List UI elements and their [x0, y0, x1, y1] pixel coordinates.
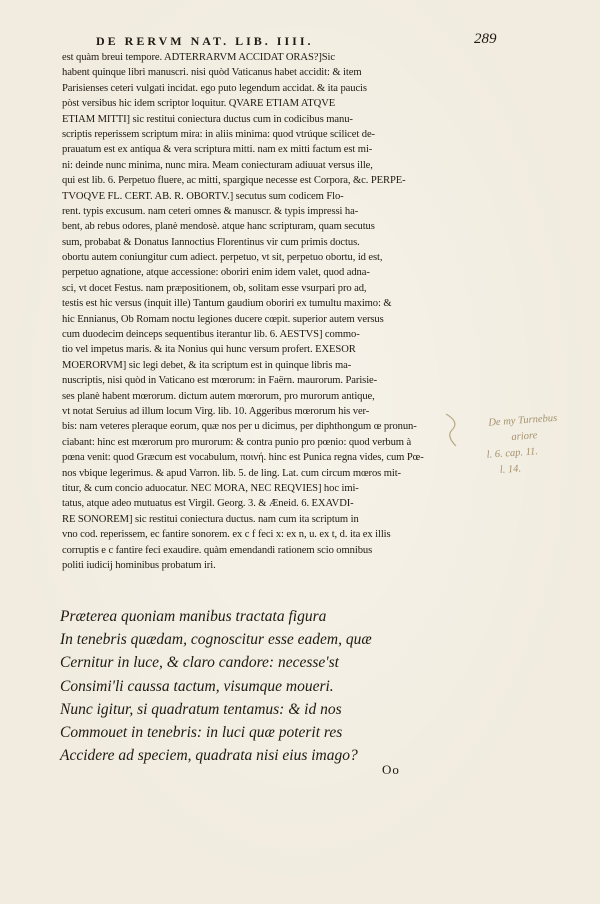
annotation-line: ariore: [511, 430, 538, 444]
verse-line: Cernitur in luce, & claro candore: necesse'st: [60, 654, 339, 672]
text-line: habent quinque libri manuscri. nisi quòd Vaticanus habet accidit: & item: [62, 67, 362, 79]
annotation-line: l. 14.: [499, 463, 522, 476]
text-line: MOERORVM] sic legi debet, & ita scriptum est in quinque libris ma-: [62, 359, 352, 371]
running-head: DE RERVM NAT. LIB. IIII.: [96, 34, 314, 48]
text-line: ses planè habent mœrorum. dictum autem mœrorum, pro murorum antique,: [62, 390, 375, 402]
text-line: qui est lib. 6. Perpetuo fluere, ac mitti, spargique necesse est Corpora, &c. PERPE-: [62, 175, 406, 187]
text-line: tio vel impetus maris. & ita Nonius qui hunc versum profert. EXESOR: [62, 344, 356, 356]
handwritten-margin-note: [454, 408, 598, 482]
verse-line: Nunc igitur, si quadratum tentamus: & id nos: [60, 700, 342, 718]
text-line: testis est hic versus (inquit ille) Tantum gaudium oboriri ex tumultu maximo: &: [62, 298, 392, 310]
text-line: pòst versibus hic idem scriptor loquitur. QVARE ETIAM ATQVE: [62, 98, 336, 110]
text-line: titur, & cum concio aduocatur. NEC MORA, NEC REQVIES] hoc imi-: [62, 482, 359, 494]
text-line: bent, ab rebus odores, planè mendosè. atque hanc scripturam, quam secutus: [62, 221, 375, 233]
text-line: sci, vt docet Festus. nam præpositionem, ob, solitam esse vsurpari pro ad,: [62, 282, 367, 294]
text-line: ETIAM MITTI] sic restitui coniectura ductus cum in codicibus manu-: [62, 113, 353, 125]
verse-line: Accidere ad speciem, quadrata nisi eius imago?: [60, 747, 358, 765]
text-line: nos vbique legerimus. & apud Varron. lib. 5. de ling. Lat. cum circum mœros mit-: [62, 467, 401, 479]
text-line: vt notat Seruius ad illum locum Virg. lib. 10. Aggeribus mœrorum his ver-: [62, 405, 370, 417]
text-line: scriptis reperissem scriptum mira: in aliis minima: quod vtrúque scilicet de-: [62, 128, 375, 140]
text-line: rent. typis excusum. nam ceteri omnes & manuscr. & typis impressi ha-: [62, 205, 359, 217]
text-line: est quàm breui tempore. ADTERRARVM ACCIDAT ORAS?]Sic: [62, 52, 336, 63]
text-line: politi iudicij hominibus probatum iri.: [62, 559, 216, 571]
text-line: RE SONOREM] sic restitui coniectura ductus. nam cum ita scriptum in: [62, 513, 359, 525]
text-line: nuscriptis, nisi quòd in Vaticano est mœrorum: in Faërn. maurorum. Parisie-: [62, 375, 378, 387]
verse-line: In tenebris quædam, cognoscitur esse eadem, quæ: [60, 631, 372, 649]
page-number: 289: [474, 31, 497, 47]
verse-line: Commouet in tenebris: in luci quæ poterit res: [60, 723, 343, 741]
text-line: hic Ennianus, Ob Romam noctu legiones ducere cœpit. superior autem versus: [62, 313, 384, 325]
text-line: Parisienses ceteri vulgati incidat. ego puto legendum accidat. & ita paucis: [62, 82, 367, 94]
text-line: TVOQVE FL. CERT. AB. R. OBORTV.] secutus sum codicem Flo-: [62, 190, 344, 202]
text-line: sum, probabat & Donatus Iannoctius Florentinus vir cum primis doctus.: [62, 236, 360, 248]
text-line: cum duodecim deinceps sequentibus iterantur lib. 6. AESTVS] commo-: [62, 329, 360, 341]
text-line: corruptis e c fantire feci exaudire. quàm emendandi rationem scio omnibus: [62, 544, 373, 556]
text-line: ni: deinde nunc minima, nunc mira. Meam coniecturam adiuuat versus ille,: [62, 159, 373, 171]
lucretius-verse: [60, 605, 420, 767]
text-line: bis: nam veteres pleraque eorum, quæ nos per u dicimus, per diphthongum œ pronun-: [62, 421, 417, 433]
annotation-line: l. 6. cap. 11.: [486, 446, 539, 461]
text-line: perpetuo agnatione, atque accessione: oboriri enim idem valet, quod adna-: [62, 267, 370, 279]
commentary-text: [62, 50, 438, 573]
annotation-line: De my Turnebus: [488, 412, 558, 429]
catchword: Oo: [382, 762, 400, 777]
text-line: vno cod. reperissem, ec fantire sonorem. ex c f feci x: ex n, u. ex t, d. ita ex illis: [62, 529, 391, 541]
text-line: ciabant: hinc est mœrorum pro murorum: & contra punio pro pœnio: quod verbum à: [62, 436, 412, 448]
text-line: obortu autem coniungitur cum adiect. perpetuo, vt sit, perpetuo obortu, id est,: [62, 252, 383, 264]
text-line: prauatum est ex antiqua & vera scriptura mitti. nam ex mitti factum est mi-: [62, 144, 373, 156]
text-line: pœna venit: quod Græcum est vocabulum, ποινή. hinc est Punica regna vides, cum Pœ-: [62, 452, 424, 464]
verse-line: Consimi'li caussa tactum, visumque moueri.: [60, 677, 334, 695]
text-line: tatus, atque adeo mutuatus est Virgil. Georg. 3. & Æneid. 6. EXAVDI-: [62, 498, 354, 510]
verse-line: Præterea quoniam manibus tractata figura: [60, 608, 327, 625]
